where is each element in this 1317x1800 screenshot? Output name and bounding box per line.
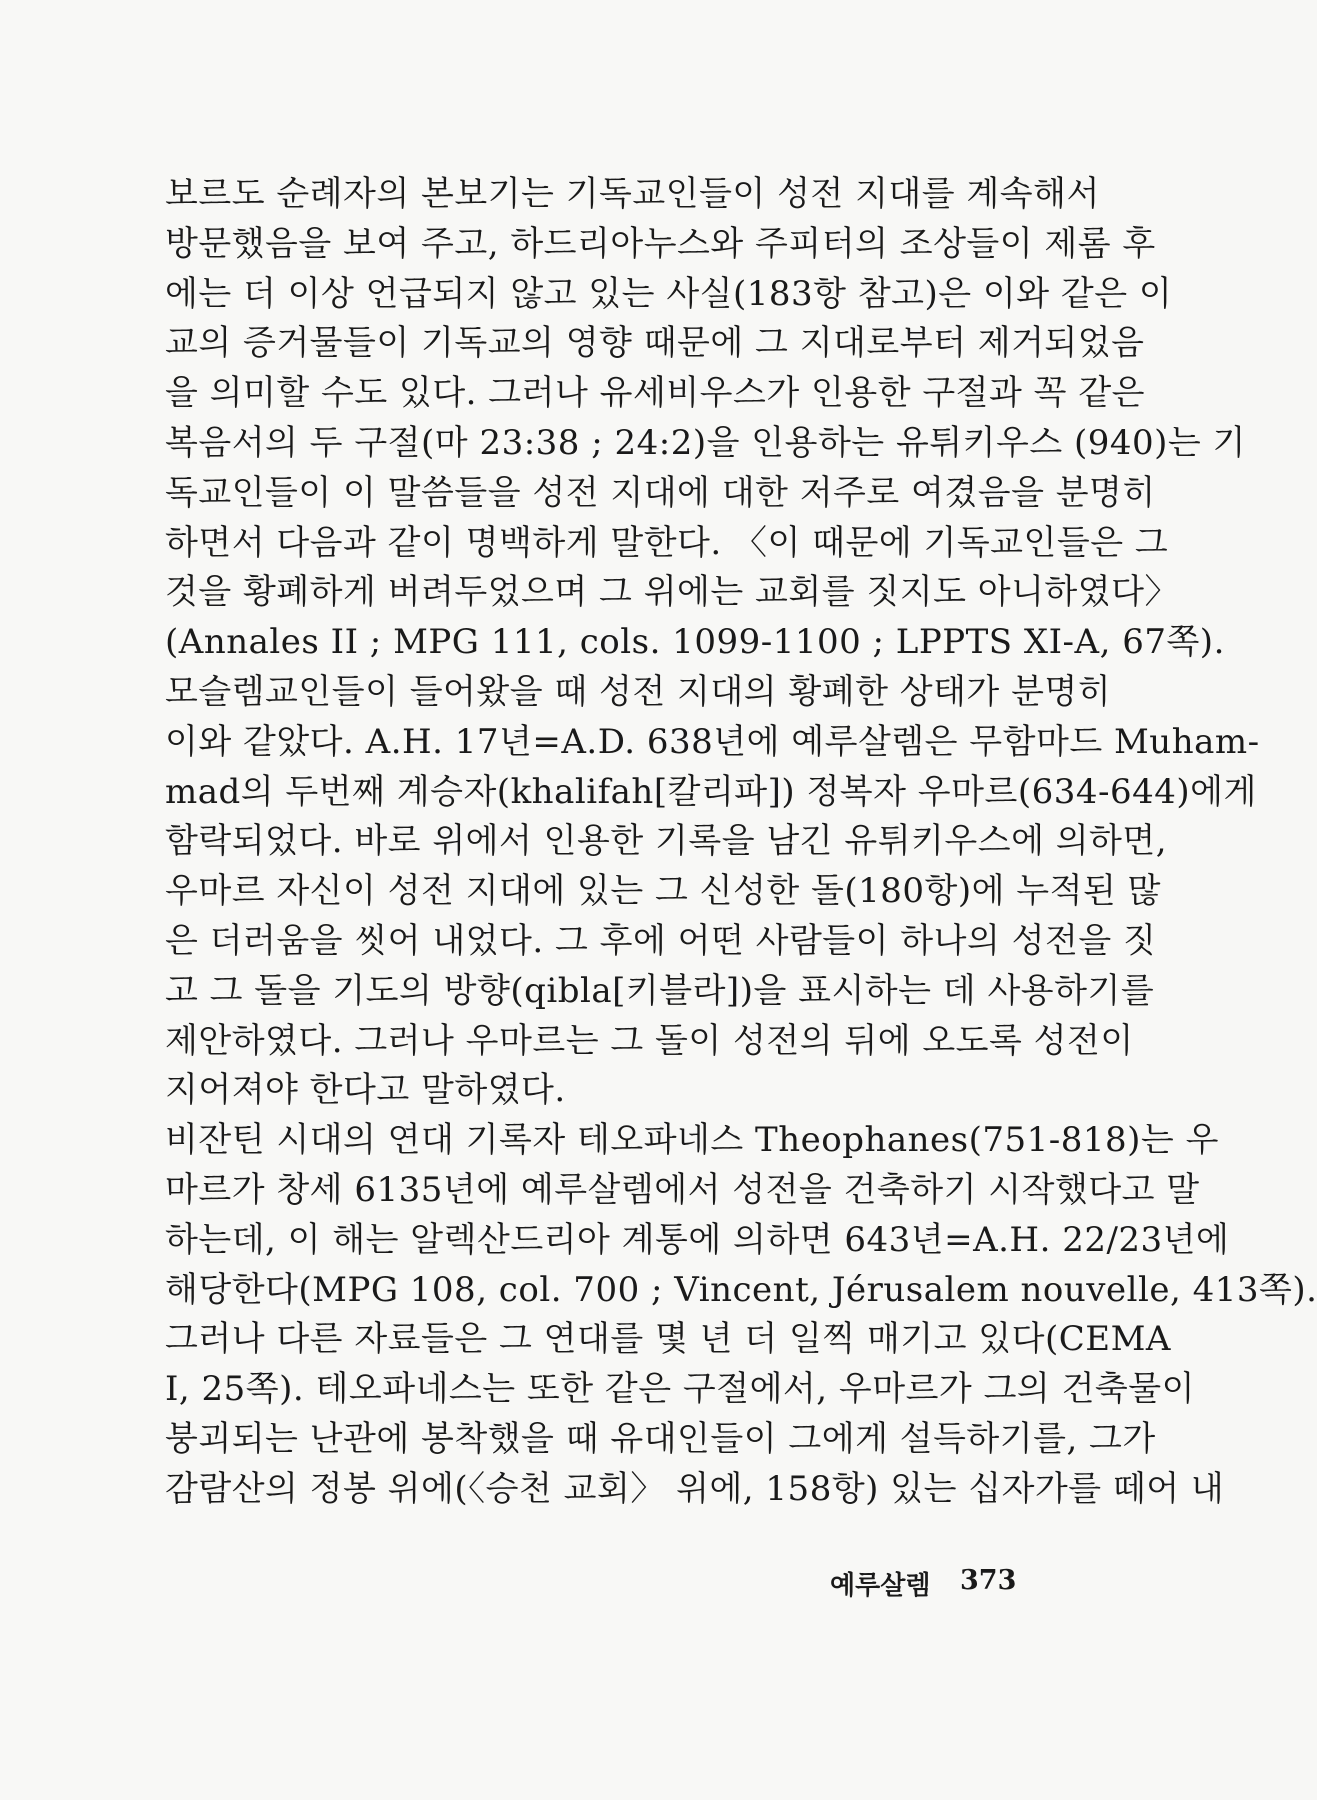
text-line-20: 비잔틴 시대의 연대 기록자 테오파네스 Theophanes(751-818)는 우	[165, 1120, 1219, 1161]
page-footer	[0, 1565, 1200, 1605]
text-line-23: 해당한다(MPG 108, col. 700 ; Vincent, Jérusalem nouvelle, 413쪽).	[165, 1269, 1317, 1310]
text-line-16: 은 더러움을 씻어 내었다. 그 후에 어떤 사람들이 하나의 성전을 짓	[165, 920, 1157, 961]
running-title: 예루살렘	[830, 1571, 931, 1601]
text-line-2: 방문했음을 보여 주고, 하드리아누스와 주피터의 조상들이 제롬 후	[165, 223, 1156, 264]
text-line-17: 고 그 돌을 기도의 방향(qibla[키블라])을 표시하는 데 사용하기를	[165, 970, 1155, 1011]
text-line-10: (Annales II ; MPG 111, cols. 1099-1100 ; LPPTS XI-A, 67쪽).	[165, 622, 1225, 663]
text-line-19: 지어져야 한다고 말하였다.	[165, 1070, 566, 1111]
text-line-14: 함락되었다. 바로 위에서 인용한 기록을 남긴 유튀키우스에 의하면,	[165, 821, 1168, 862]
text-line-7: 독교인들이 이 말씀들을 성전 지대에 대한 저주로 여겼음을 분명히	[165, 472, 1156, 513]
text-line-27: 감람산의 정봉 위에(〈승천 교회〉 위에, 158항) 있는 십자가를 떼어 내	[165, 1468, 1225, 1509]
text-line-6: 복음서의 두 구절(마 23:38 ; 24:2)을 인용하는 유튀키우스 (940)는 기	[165, 422, 1246, 463]
text-line-22: 하는데, 이 해는 알렉산드리아 계통에 의하면 643년=A.H. 22/23년에	[165, 1219, 1230, 1260]
text-line-3: 에는 더 이상 언급되지 않고 있는 사실(183항 참고)은 이와 같은 이	[165, 273, 1173, 314]
text-line-12: 이와 같았다. A.H. 17년=A.D. 638년에 예루살렘은 무함마드 Muham-	[165, 721, 1260, 762]
page-number: 373	[960, 1565, 1017, 1596]
text-line-26: 붕괴되는 난관에 봉착했을 때 유대인들이 그에게 설득하기를, 그가	[165, 1418, 1156, 1459]
text-line-5: 을 의미할 수도 있다. 그러나 유세비우스가 인용한 구절과 꼭 같은	[165, 373, 1146, 414]
text-line-15: 우마르 자신이 성전 지대에 있는 그 신성한 돌(180항)에 누적된 많	[165, 871, 1161, 912]
text-line-18: 제안하였다. 그러나 우마르는 그 돌이 성전의 뒤에 오도록 성전이	[165, 1020, 1134, 1061]
text-line-9: 것을 황폐하게 버려두었으며 그 위에는 교회를 짓지도 아니하였다〉	[165, 572, 1179, 613]
text-line-25: I, 25쪽). 테오파네스는 또한 같은 구절에서, 우마르가 그의 건축물이	[165, 1369, 1195, 1410]
body-text	[165, 170, 1317, 1515]
text-line-21: 마르가 창세 6135년에 예루살렘에서 성전을 건축하기 시작했다고 말	[165, 1169, 1200, 1210]
text-line-11: 모슬렘교인들이 들어왔을 때 성전 지대의 황폐한 상태가 분명히	[165, 671, 1112, 712]
text-line-1: 보르도 순례자의 본보기는 기독교인들이 성전 지대를 계속해서	[165, 174, 1100, 214]
text-line-4: 교의 증거물들이 기독교의 영향 때문에 그 지대로부터 제거되었음	[165, 323, 1145, 364]
text-line-24: 그러나 다른 자료들은 그 연대를 몇 년 더 일찍 매기고 있다(CEMA	[165, 1319, 1171, 1360]
text-line-8: 하면서 다음과 같이 명백하게 말한다. 〈이 때문에 기독교인들은 그	[165, 522, 1169, 563]
text-line-13: mad의 두번째 계승자(khalifah[칼리파]) 정복자 우마르(634-644)에게	[165, 771, 1257, 812]
